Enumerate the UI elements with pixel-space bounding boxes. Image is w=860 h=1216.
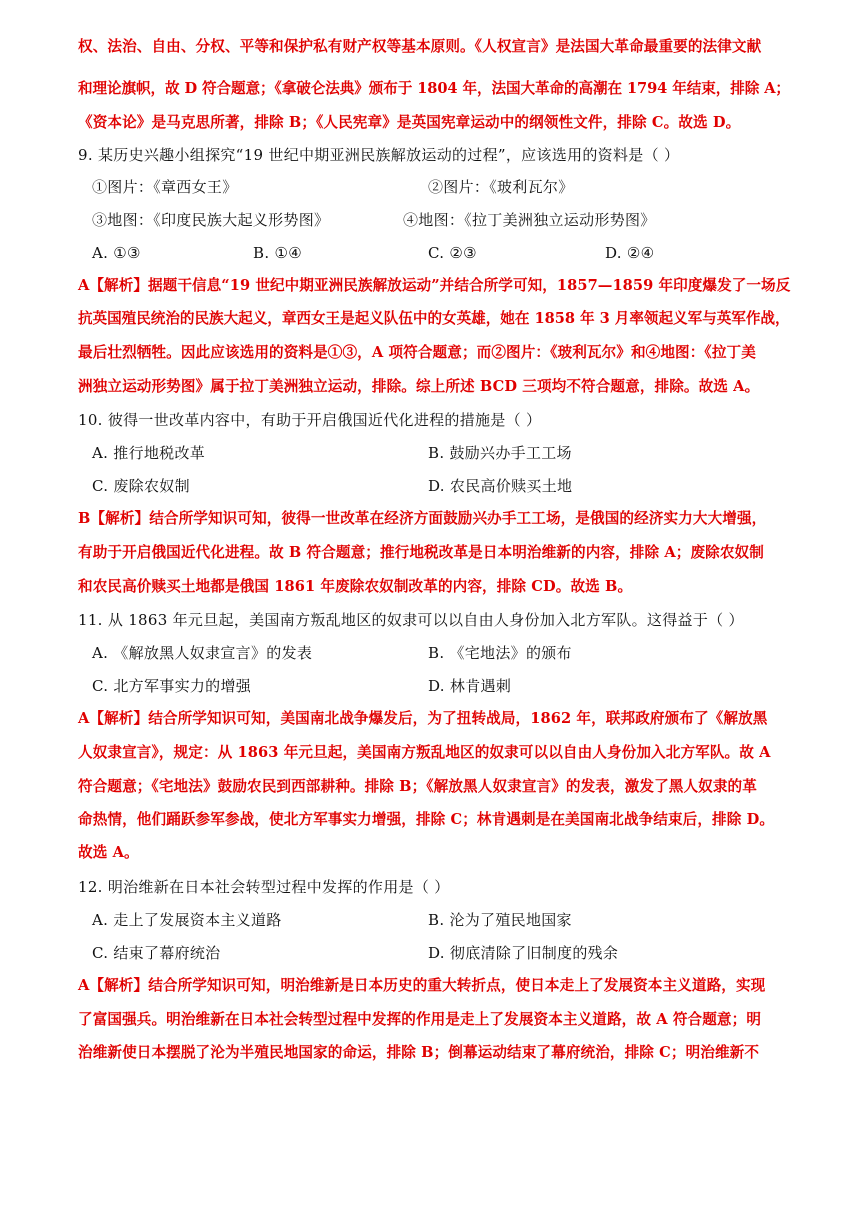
q12-option-c: C. 结束了幕府统治 <box>92 944 221 962</box>
q10-option-a: A. 推行地税改革 <box>92 444 206 462</box>
q11-analysis-line: 人奴隶宣言》，规定：从 1863 年元旦起，美国南方叛乱地区的奴隶可以以自由人身份加入北方军队。故 A <box>78 744 771 761</box>
question-12-stem: 12. 明治维新在日本社会转型过程中发挥的作用是（ ） <box>78 878 450 896</box>
q9-option-b: B. ①④ <box>253 244 302 262</box>
question-11-stem: 11. 从 1863 年元旦起，美国南方叛乱地区的奴隶可以以自由人身份加入北方军队。这得益于（ ） <box>78 611 744 629</box>
q9-material-2: ②图片：《玻利瓦尔》 <box>428 178 574 196</box>
q10-option-c: C. 废除农奴制 <box>92 477 190 495</box>
q9-analysis-line: 洲独立运动形势图》属于拉丁美洲独立运动，排除。综上所述 BCD 三项均不符合题意，排除。故选 A。 <box>78 378 760 395</box>
q9-material-3: ③地图：《印度民族大起义形势图》 <box>92 211 330 229</box>
q9-option-d: D. ②④ <box>605 244 655 262</box>
q10-analysis-line: B【解析】结合所学知识可知，彼得一世改革在经济方面鼓励兴办手工工场，是俄国的经济实力大大增强， <box>78 510 767 527</box>
q11-option-d: D. 林肯遇刺 <box>428 677 512 695</box>
q11-analysis-line: A【解析】结合所学知识可知，美国南北战争爆发后，为了扭转战局，1862 年，联邦政府颁布了《解放黑 <box>78 710 768 727</box>
q11-analysis-line: 故选 A。 <box>78 844 139 861</box>
question-9-stem: 9. 某历史兴趣小组探究“19 世纪中期亚洲民族解放运动的过程”，应该选用的资料是（ ） <box>78 146 680 164</box>
q11-option-c: C. 北方军事实力的增强 <box>92 677 252 695</box>
q11-analysis-line: 命热情，他们踊跃参军参战，使北方军事实力增强，排除 C；林肯遇刺是在美国南北战争结束后，排除 D。 <box>78 811 775 828</box>
q10-analysis-line: 有助于开启俄国近代化进程。故 B 符合题意；推行地税改革是日本明治维新的内容，排除 A；废除农奴制 <box>78 544 764 561</box>
q9-material-4: ④地图：《拉丁美洲独立运动形势图》 <box>403 211 656 229</box>
q9-material-1: ①图片：《章西女王》 <box>92 178 238 196</box>
analysis-line: 权、法治、自由、分权、平等和保护私有财产权等基本原则。《人权宣言》是法国大革命最重要的法律文献 <box>78 38 762 55</box>
q11-option-b: B. 《宅地法》的颁布 <box>428 644 572 662</box>
q12-option-b: B. 沦为了殖民地国家 <box>428 911 572 929</box>
q12-analysis-line: A【解析】结合所学知识可知，明治维新是日本历史的重大转折点，使日本走上了发展资本主义道路，实现 <box>78 977 766 994</box>
q9-analysis-line: 抗英国殖民统治的民族大起义，章西女王是起义队伍中的女英雄，她在 1858 年 3 月率领起义军与英军作战， <box>78 310 790 327</box>
q11-analysis-line: 符合题意；《宅地法》鼓励农民到西部耕种。排除 B；《解放黑人奴隶宣言》的发表，激发了黑人奴隶的革 <box>78 778 757 795</box>
q10-analysis-line: 和农民高价赎买土地都是俄国 1861 年废除农奴制改革的内容，排除 CD。故选 B。 <box>78 578 633 595</box>
q9-option-c: C. ②③ <box>428 244 477 262</box>
q12-analysis-line: 治维新使日本摆脱了沦为半殖民地国家的命运，排除 B；倒幕运动结束了幕府统治，排除 C；明治维新不 <box>78 1044 760 1061</box>
q9-analysis-line: 最后壮烈牺牲。因此应该选用的资料是①③，A 项符合题意；而②图片：《玻利瓦尔》和④地图：《拉丁美 <box>78 344 756 361</box>
question-10-stem: 10. 彼得一世改革内容中，有助于开启俄国近代化进程的措施是（ ） <box>78 411 542 429</box>
q12-analysis-line: 了富国强兵。明治维新在日本社会转型过程中发挥的作用是走上了发展资本主义道路，故 A 符合题意；明 <box>78 1011 762 1028</box>
q9-analysis-line: A【解析】据题干信息“19 世纪中期亚洲民族解放运动”并结合所学可知，1857—1859 年印度爆发了一场反 <box>78 277 791 294</box>
q9-option-a: A. ①③ <box>92 244 141 262</box>
q10-option-b: B. 鼓励兴办手工工场 <box>428 444 572 462</box>
q12-option-d: D. 彻底清除了旧制度的残余 <box>428 944 619 962</box>
q12-option-a: A. 走上了发展资本主义道路 <box>92 911 282 929</box>
analysis-line: 和理论旗帜，故 D 符合题意；《拿破仑法典》颁布于 1804 年，法国大革命的高潮在 1794 年结束，排除 A； <box>78 80 790 97</box>
q11-option-a: A. 《解放黑人奴隶宣言》的发表 <box>92 644 313 662</box>
analysis-line: 《资本论》是马克思所著，排除 B；《人民宪章》是英国宪章运动中的纲领性文件，排除 C。故选 D。 <box>78 114 741 131</box>
q10-option-d: D. 农民高价赎买土地 <box>428 477 573 495</box>
